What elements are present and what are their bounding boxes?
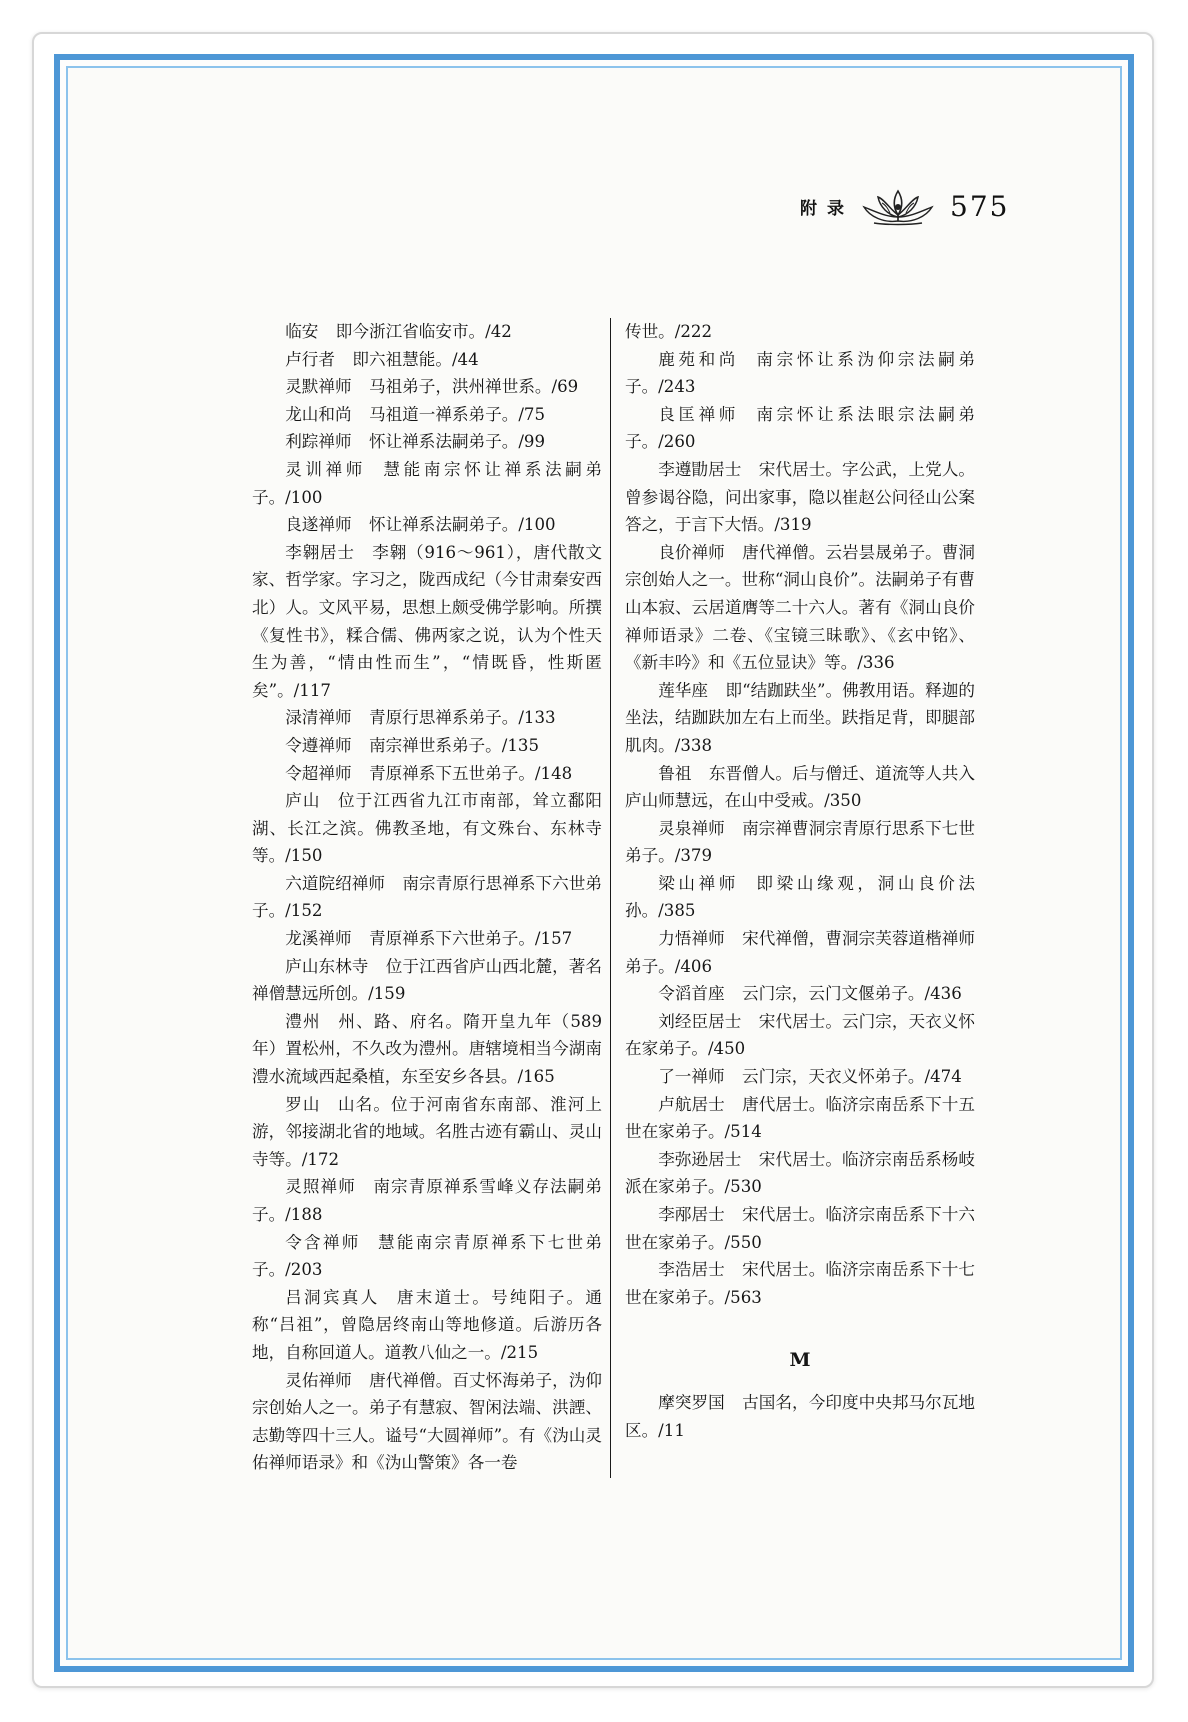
entry-term: 吕洞宾真人 — [285, 1287, 380, 1307]
glossary-entry — [625, 1146, 975, 1201]
entry-term: 卢航居士 — [658, 1094, 725, 1114]
entry-definition: 慧能南宗怀让禅系法嗣弟子。/100 — [252, 459, 603, 507]
glossary-entry — [252, 870, 602, 925]
m-section-entries — [625, 1389, 975, 1444]
entry-term: 灵照禅师 — [285, 1177, 356, 1197]
lotus-ornament-icon — [860, 185, 936, 227]
glossary-entry — [625, 870, 975, 925]
glossary-entry — [252, 1173, 602, 1228]
glossary-entry — [625, 760, 975, 815]
entry-term: 李邴居士 — [658, 1205, 725, 1224]
entry-definition: 即梁山缘观，洞山良价法孙。/385 — [625, 873, 976, 921]
entry-definition: 唐代禅僧。云岩昙晟弟子。曹洞宗创始人之一。世称“洞山良价”。法嗣弟子有曹山本寂、云居道膺等二十六人。著有《洞山良价禅师语录》二卷、《宝镜三昧歌》、《玄中铭》、《新丰吟》和《五位显诀》等。/336 — [625, 542, 976, 673]
entry-definition: 宋代居士。临济宗南岳系下十七世在家弟子。/563 — [625, 1260, 976, 1307]
entry-definition: 南宗禅世系弟子。/135 — [368, 735, 539, 755]
entry-term: 鹿苑和尚 — [658, 349, 739, 369]
entry-term: 良匡禅师 — [658, 404, 739, 424]
glossary-entry — [252, 318, 602, 346]
glossary-entry — [625, 1201, 975, 1256]
entry-term: 李弥逊居士 — [658, 1149, 742, 1169]
glossary-entry — [625, 1063, 975, 1091]
glossary-entry — [252, 1091, 602, 1174]
entry-definition: 州、路、府名。隋开皇九年（589年）置松州，不久改为澧州。唐辖境相当今湖南澧水流域西起桑植，东至安乡各县。/165 — [252, 1011, 603, 1087]
glossary-entry — [625, 456, 975, 539]
glossary-entry — [252, 401, 602, 429]
glossary-entry — [252, 456, 602, 511]
entry-term: 令超禅师 — [285, 763, 352, 783]
entry-definition: 青原禅系下五世弟子。/148 — [368, 763, 573, 783]
entry-term: 龙山和尚 — [285, 404, 352, 424]
entry-definition: 宋代居士。云门宗，天衣义怀在家弟子。/450 — [625, 1011, 976, 1059]
glossary-entry — [252, 787, 602, 870]
glossary-entry — [625, 1389, 975, 1444]
entry-definition: 唐代居士。临济宗南岳系下十五世在家弟子。/514 — [625, 1094, 976, 1142]
entry-definition: 位于江西省九江市南部，耸立鄱阳湖、长江之滨。佛教圣地，有文殊台、东林寺等。/150 — [252, 791, 603, 866]
entry-term: 灵佑禅师 — [285, 1370, 352, 1390]
entry-term: 利踪禅师 — [285, 432, 352, 452]
glossary-entry — [625, 815, 975, 870]
glossary-entry — [252, 373, 602, 401]
entry-term: 渌清禅师 — [285, 708, 352, 728]
entry-definition: 南宗禅曹洞宗青原行思系下七世弟子。/379 — [625, 818, 976, 866]
entry-definition: 宋代居士。临济宗南岳系下十六世在家弟子。/550 — [625, 1205, 976, 1252]
entry-term: 龙溪禅师 — [285, 929, 352, 949]
entry-definition: 慧能南宗青原禅系下七世弟子。/203 — [252, 1232, 603, 1280]
right-column — [625, 318, 975, 1444]
glossary-entry — [252, 1367, 602, 1477]
entry-term: 庐山 — [285, 791, 321, 811]
glossary-entry — [252, 428, 602, 456]
entry-definition: 怀让禅系法嗣弟子。/100 — [368, 515, 556, 535]
section-name: 附录 — [800, 198, 854, 219]
entry-definition: 位于江西省庐山西北麓，著名禅僧慧远所创。/159 — [252, 956, 603, 1004]
continuation-line: 传世。/222 — [625, 322, 713, 341]
entry-definition: 南宗青原行思禅系下六世弟子。/152 — [252, 873, 603, 921]
entry-term: 力悟禅师 — [658, 929, 725, 949]
section-letter-heading: M — [789, 1349, 811, 1372]
glossary-entry — [252, 511, 602, 539]
entry-definition: 怀让禅系法嗣弟子。/99 — [368, 432, 546, 452]
glossary-entry — [252, 539, 602, 705]
entry-term: 灵训禅师 — [285, 459, 366, 479]
entry-definition: 云门宗，云门文偃弟子。/436 — [741, 984, 962, 1004]
entry-definition: 山名。位于河南省东南部、淮河上游，邻接湖北省的地域。名胜古迹有霸山、灵山寺等。/172 — [252, 1094, 603, 1169]
glossary-entry — [625, 677, 975, 760]
entry-term: 灵泉禅师 — [658, 818, 725, 838]
glossary-entry — [625, 401, 975, 456]
glossary-entry — [252, 704, 602, 732]
entry-definition: 南宗青原禅系雪峰义存法嗣弟子。/188 — [252, 1177, 603, 1224]
entry-definition: 南宗怀让系沩仰宗法嗣弟子。/243 — [625, 349, 976, 397]
column-divider — [610, 318, 611, 1478]
glossary-entry — [252, 346, 602, 374]
entry-term: 刘经臣居士 — [658, 1011, 742, 1031]
glossary-entry — [625, 1256, 975, 1311]
glossary-entry — [252, 953, 602, 1008]
glossary-entry — [625, 1091, 975, 1146]
left-column — [252, 318, 602, 1477]
glossary-entry — [252, 760, 602, 788]
entry-definition: 马祖道一禅系弟子。/75 — [368, 404, 546, 424]
entry-term: 灵默禅师 — [285, 377, 352, 397]
glossary-entry — [625, 980, 975, 1008]
running-header — [800, 186, 1009, 226]
glossary-entry — [625, 1008, 975, 1063]
entry-definition: 古国名，今印度中央邦马尔瓦地区。/11 — [625, 1392, 976, 1440]
glossary-entry — [252, 1284, 602, 1367]
glossary-entry — [252, 732, 602, 760]
entry-definition: 即今浙江省临安市。/42 — [335, 322, 512, 341]
glossary-entry — [625, 539, 975, 677]
entry-term: 令含禅师 — [285, 1232, 361, 1252]
entry-definition: 即“结跏趺坐”。佛教用语。释迦的坐法，结跏趺加左右上而坐。趺指足背，即腿部肌肉。/338 — [625, 680, 976, 755]
glossary-entry — [252, 1229, 602, 1284]
entry-definition: 云门宗，天衣义怀弟子。/474 — [741, 1067, 962, 1087]
entry-term: 莲华座 — [658, 680, 709, 700]
entry-term: 令遵禅师 — [285, 735, 352, 755]
right-column-entries — [625, 346, 975, 1312]
entry-definition: 宋代居士。临济宗南岳系杨岐派在家弟子。/530 — [625, 1149, 976, 1197]
entry-term: 罗山 — [285, 1094, 321, 1114]
entry-term: 李浩居士 — [658, 1260, 725, 1280]
entry-definition: 东晋僧人。后与僧迁、道流等人共入庐山师慧远，在山中受戒。/350 — [625, 763, 976, 811]
entry-definition: 马祖弟子，洪州禅世系。/69 — [368, 377, 579, 397]
entry-definition: 青原禅系下六世弟子。/157 — [368, 929, 573, 949]
entry-definition: 南宗怀让系法眼宗法嗣弟子。/260 — [625, 404, 976, 452]
entry-term: 令滔首座 — [658, 984, 725, 1004]
entry-term: 临安 — [285, 322, 319, 341]
entry-term: 摩突罗国 — [658, 1392, 725, 1412]
entry-term: 李遵勖居士 — [658, 459, 742, 479]
page-number: 575 — [950, 189, 1010, 223]
entry-definition: 青原行思禅系弟子。/133 — [368, 708, 556, 728]
entry-definition: 唐代禅僧。百丈怀海弟子，沩仰宗创始人之一。弟子有慧寂、智闲法端、洪諲、志勤等四十三人。谥号“大圆禅师”。有《沩山灵佑禅师语录》和《沩山警策》各一卷 — [252, 1370, 603, 1473]
entry-term: 鲁祖 — [658, 763, 692, 783]
entry-definition: 李翱（916～961），唐代散文家、哲学家。字习之，陇西成纪（今甘肃秦安西北）人。文风平易，思想上颇受佛学影响。所撰《复性书》，糅合儒、佛两家之说，认为个性天生为善，“情由性而生”，“情既昏，性斯匿矣”。/117 — [252, 542, 603, 700]
entry-definition: 唐末道士。号纯阳子。通称“吕祖”，曾隐居终南山等地修道。后游历各地，自称回道人。道教八仙之一。/215 — [252, 1287, 602, 1362]
entry-term: 六道院绍禅师 — [285, 873, 385, 893]
glossary-entry — [625, 346, 975, 401]
entry-term: 庐山东林寺 — [285, 956, 369, 976]
entry-definition: 即六祖慧能。/44 — [352, 349, 479, 369]
glossary-entry — [252, 1008, 602, 1091]
entry-definition: 宋代禅僧，曹洞宗芙蓉道楷禅师弟子。/406 — [625, 929, 976, 976]
entry-term: 澧州 — [285, 1011, 321, 1031]
entry-term: 梁山禅师 — [658, 873, 739, 893]
entry-term: 李翱居士 — [285, 542, 355, 562]
entry-term: 了一禅师 — [658, 1067, 725, 1087]
glossary-entry — [252, 925, 602, 953]
entry-definition: 宋代居士。字公武，上党人。曾参谒谷隐，问出家事，隐以崔赵公问径山公案答之，于言下大悟。/319 — [625, 459, 976, 535]
glossary-entry — [625, 925, 975, 980]
entry-term: 良遂禅师 — [285, 515, 352, 535]
entry-term: 卢行者 — [285, 349, 335, 369]
entry-term: 良价禅师 — [658, 542, 725, 562]
